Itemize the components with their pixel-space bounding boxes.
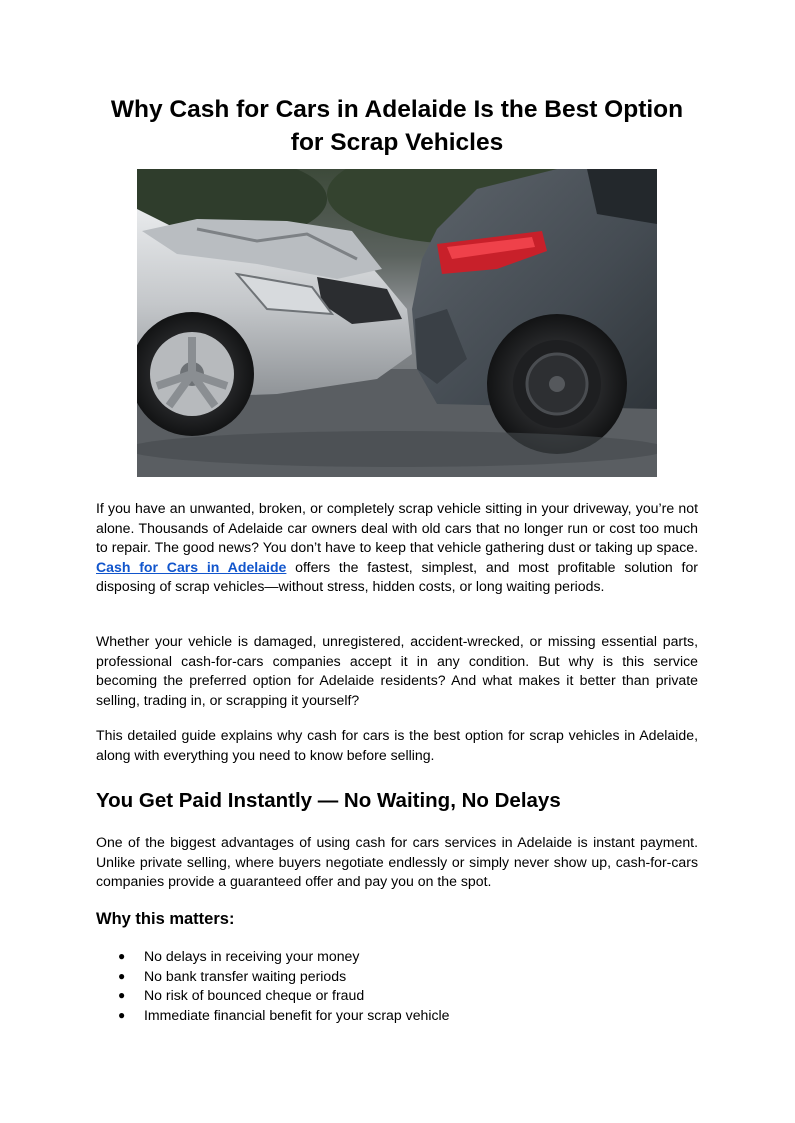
list-item [96,967,450,987]
bullet-icon: ● [118,988,126,1002]
list-item-text: Immediate financial benefit for your scrap vehicle [144,1006,450,1023]
list-item-text: No delays in receiving your money [144,948,360,964]
car-collision-illustration [137,169,657,477]
bullet-icon: ● [118,1007,126,1022]
benefits-list [96,947,450,1025]
intro-text-before-link: If you have an unwanted, broken, or completely scrap vehicle sitting in your driveway, you’re not alone. Thousands of Adelaide car owners deal with old cars that no longer run or cost too much to repair. The good news? You don’t have to keep that vehicle gathering dust or taking up space. [96,500,698,555]
bullet-icon: ● [118,949,126,963]
list-item [96,947,450,967]
section-heading: You Get Paid Instantly — No Waiting, No Delays [96,789,561,812]
intro-text-after-link: offers the fastest, simplest, and most profitable solution for disposing of scrap vehicles—without stress, hidden costs, or long waiting periods. [96,558,698,594]
section-body-paragraph: One of the biggest advantages of using cash for cars services in Adelaide is instant payment. Unlike private selling, where buyers negotiate endlessly or simply never show up, cash-for-cars companies provide a guaranteed offer and pay you on the spot. [96,834,698,889]
list-item [96,1006,450,1026]
cash-for-cars-adelaide-link[interactable]: Cash for Cars in Adelaide [96,558,287,575]
document-title: Why Cash for Cars in Adelaide Is the Best Option for Scrap Vehicles [110,96,684,156]
list-item-text: No bank transfer waiting periods [144,967,347,984]
subheading: Why this matters: [96,910,235,928]
condition-paragraph: Whether your vehicle is damaged, unregistered, accident-wrecked, or missing essential parts, professional cash-for-cars companies accept it in any condition. But why is this service becoming the preferred option for Adelaide residents? And what makes it better than private selling, trading in, or scrapping it yourself? [96,633,698,708]
intro-paragraph [96,499,698,597]
list-item-text: No risk of bounced cheque or fraud [144,987,365,1003]
guide-paragraph: This detailed guide explains why cash for cars is the best option for scrap vehicles in Adelaide, along with everything you need to know before selling. [96,727,698,763]
car-collision-photo [137,169,657,477]
bullet-icon: ● [118,968,126,983]
list-item [96,986,450,1006]
